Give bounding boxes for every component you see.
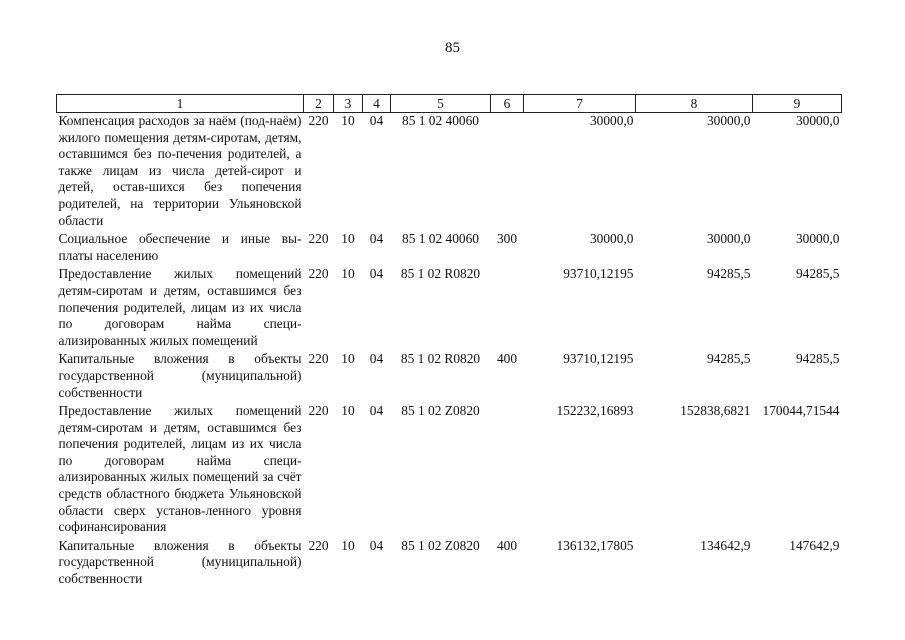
row-amount-9: 147642,9 xyxy=(789,537,840,553)
row-name: Социальное обеспечение и иные вы-платы населению xyxy=(58,231,302,263)
row-code-3: 10 xyxy=(341,231,355,247)
row-code-5: 85 1 02 R0820 xyxy=(400,351,481,367)
row-name: Предоставление жилых помещений детям-сиротам и детям, оставшимся без попечения родителей, лицам из их числа по договорам найма специ-ализированных жилых помещений за счёт средств областного бюджета Ульяновской области сверх установ-ленного уровня софинансирования xyxy=(58,403,302,535)
row-code-2: 220 xyxy=(308,113,329,128)
row-code-4: 04 xyxy=(369,351,384,367)
table-row xyxy=(57,403,842,538)
row-code-3: 10 xyxy=(341,113,355,128)
row-code-6: 400 xyxy=(496,537,518,553)
row-code-6 xyxy=(491,113,524,232)
row-code-6: 300 xyxy=(496,231,518,247)
row-code-2: 220 xyxy=(308,266,329,282)
page-number: 85 xyxy=(445,40,460,56)
column-header: 2 xyxy=(304,95,334,113)
row-amount-8: 152838,6821 xyxy=(680,403,751,419)
row-amount-9: 30000,0 xyxy=(795,231,840,247)
row-amount-8: 30000,0 xyxy=(706,113,751,128)
row-amount-8: 94285,5 xyxy=(706,266,751,282)
column-header: 7 xyxy=(524,95,636,113)
table-row xyxy=(57,351,842,403)
row-code-5: 85 1 02 40060 xyxy=(402,231,479,247)
table-row xyxy=(57,113,842,232)
row-amount-9: 30000,0 xyxy=(795,113,840,128)
row-name: Капитальные вложения в объекты государственной (муниципальной) собственности xyxy=(58,537,302,587)
row-code-2: 220 xyxy=(308,403,329,419)
row-amount-7: 93710,12195 xyxy=(563,266,634,282)
row-amount-9: 94285,5 xyxy=(795,351,840,367)
row-amount-8: 134642,9 xyxy=(700,537,751,553)
row-amount-8: 30000,0 xyxy=(706,231,751,247)
row-code-5: 85 1 02 Z0820 xyxy=(401,537,480,553)
table-row xyxy=(57,266,842,351)
row-code-3: 10 xyxy=(341,537,355,553)
row-name: Предоставление жилых помещений детям-сиротам и детям, оставшимся без попечения родителей, лицам из их числа по договорам найма специ-ализированных жилых помещений xyxy=(58,266,302,348)
row-amount-7: 30000,0 xyxy=(589,231,634,247)
row-amount-7: 30000,0 xyxy=(589,113,634,128)
row-code-4: 04 xyxy=(369,403,384,419)
row-code-6 xyxy=(491,403,524,538)
row-name: Капитальные вложения в объекты государственной (муниципальной) собственности xyxy=(58,351,302,400)
column-header: 8 xyxy=(636,95,753,113)
column-header: 1 xyxy=(57,95,304,113)
row-name: Компенсация расходов за наём (под-наём) жилого помещения детям-сиротам, детям, оставшимся без по-печения родителей, а также лицам из числа детей-сирот и детей, остав-шихся без попечения родителей, на территории Ульяновской области xyxy=(58,113,302,228)
row-amount-9: 94285,5 xyxy=(795,266,840,282)
row-code-4: 04 xyxy=(369,537,384,553)
row-code-4: 04 xyxy=(369,266,384,282)
row-code-3: 10 xyxy=(341,403,355,419)
table-row xyxy=(57,231,842,266)
row-code-2: 220 xyxy=(308,351,329,367)
row-amount-7: 152232,16893 xyxy=(556,403,634,419)
row-amount-9: 170044,71544 xyxy=(762,403,840,419)
budget-table xyxy=(56,94,842,590)
column-header: 5 xyxy=(391,95,491,113)
row-code-2: 220 xyxy=(308,231,329,247)
row-code-4: 04 xyxy=(369,113,384,128)
row-code-4: 04 xyxy=(369,231,384,247)
column-header: 9 xyxy=(753,95,842,113)
column-header: 3 xyxy=(334,95,363,113)
row-code-5: 85 1 02 R0820 xyxy=(400,266,481,282)
table-row xyxy=(57,538,842,590)
row-amount-7: 93710,12195 xyxy=(563,351,634,367)
row-amount-8: 94285,5 xyxy=(706,351,751,367)
column-header: 6 xyxy=(491,95,524,113)
row-code-5: 85 1 02 Z0820 xyxy=(401,403,480,419)
row-amount-7: 136132,17805 xyxy=(556,537,634,553)
row-code-5: 85 1 02 40060 xyxy=(402,113,479,128)
table-header-row xyxy=(57,95,842,113)
row-code-6 xyxy=(491,266,524,351)
row-code-2: 220 xyxy=(308,537,329,553)
column-header: 4 xyxy=(363,95,391,113)
row-code-3: 10 xyxy=(341,351,355,367)
row-code-6: 400 xyxy=(496,351,518,367)
row-code-3: 10 xyxy=(341,266,355,282)
